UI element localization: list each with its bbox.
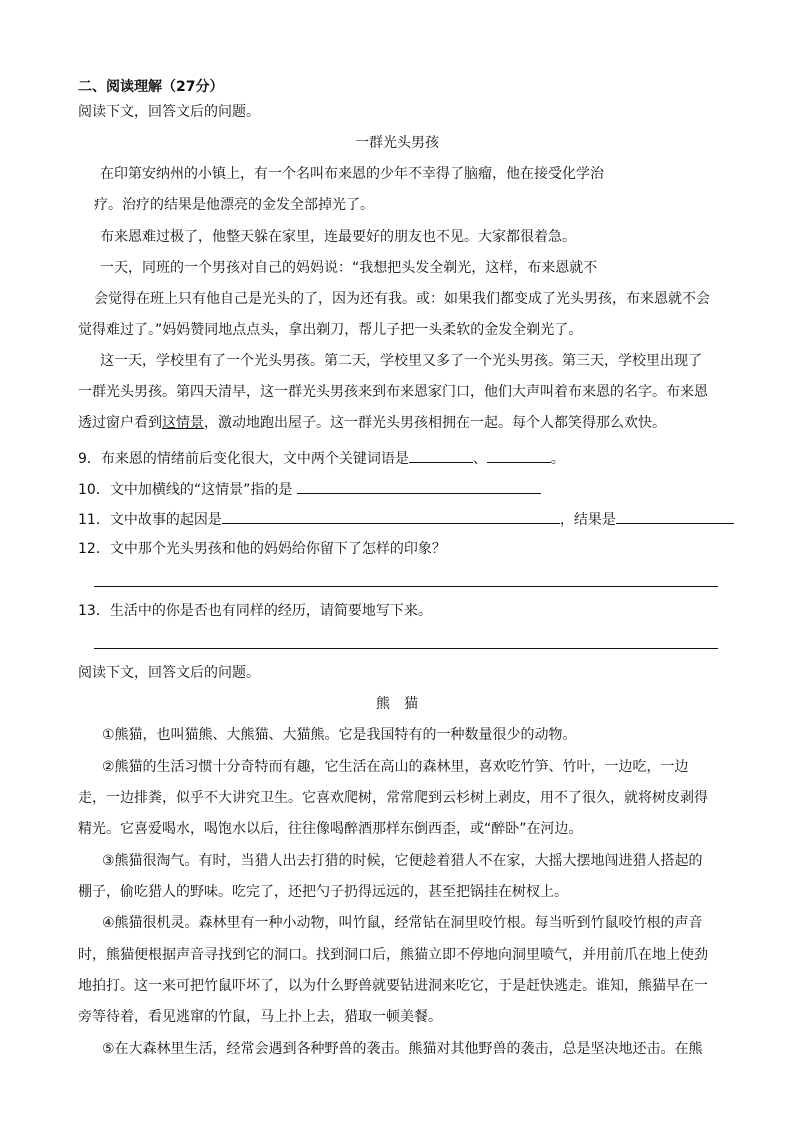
passage2-line: 时，熊猫便根据声音寻找到它的洞口。找到洞口后，熊猫立即不停地向洞里喷气，并用前爪在地上使劲 bbox=[78, 947, 708, 963]
passage2-line: ⑤在大森林里生活，经常会遇到各种野兽的袭击。熊猫对其他野兽的袭击，总是坚决地还击。在熊 bbox=[102, 1041, 703, 1057]
question-12: 12．文中那个光头男孩和他的妈妈给你留下了怎样的印象？ bbox=[78, 541, 446, 557]
passage2-line: 地拍打。这一来可把竹鼠吓坏了，以为什么野兽就要钻进洞来吃它，于是赶快逃走。谁知，熊猫早在一 bbox=[78, 978, 708, 994]
passage2-line: ③熊猫很淘气。有时，当猎人出去打猎的时候，它便趁着猎人不在家，大摇大摆地闯进猎人搭起的 bbox=[102, 853, 703, 869]
passage2-instruction: 阅读下文，回答文后的问题。 bbox=[78, 665, 260, 681]
passage1-line: 一天，同班的一个男孩对自己的妈妈说：“我想把头发全剃光，这样，布来恩就不 bbox=[100, 260, 598, 276]
passage2-line: 旁等待着，看见逃窜的竹鼠，马上扑上去，猎取一顿美餐。 bbox=[78, 1009, 442, 1025]
passage1-line: 在印第安纳州的小镇上，有一个名叫布来恩的少年不幸得了脑瘤，他在接受化学治 bbox=[100, 166, 604, 182]
period: 。 bbox=[550, 451, 565, 467]
passage1-line bbox=[78, 413, 666, 433]
passage1-line: 布来恩难过极了，他整天躲在家里，连最要好的朋友也不见。大家都很着急。 bbox=[100, 229, 576, 245]
passage2-line: ①熊猫，也叫猫熊、大熊猫、大猫熊。它是我国特有的一种数量很少的动物。 bbox=[102, 727, 577, 743]
question-9 bbox=[78, 447, 565, 469]
answer-line[interactable] bbox=[94, 586, 718, 587]
question-text: 9．布来恩的情绪前后变化很大，文中两个关键词语是 bbox=[78, 451, 409, 467]
passage1-line: 会觉得在班上只有他自己是光头的了，因为还有我。或：如果我们都变成了光头男孩，布来恩就不会 bbox=[94, 291, 710, 307]
underlined-phrase: 这情景 bbox=[162, 415, 204, 431]
passage1-line: 一群光头男孩。第四天清早，这一群光头男孩来到布来恩家门口，他们大声叫着布来恩的名字。布来恩 bbox=[78, 384, 708, 400]
passage1-line: 觉得难过了。”妈妈赞同地点点头，拿出剃刀，帮儿子把一头柔软的金发全剃光了。 bbox=[78, 322, 583, 338]
separator: 、 bbox=[472, 451, 487, 467]
passage1-line: 这一天，学校里有了一个光头男孩。第二天，学校里又多了一个光头男孩。第三天，学校里出现了 bbox=[100, 353, 702, 369]
line-text: 透过窗户看到 bbox=[78, 415, 162, 431]
passage1-line: 疗。治疗的结果是他漂亮的金发全部掉光了。 bbox=[94, 197, 374, 213]
question-13: 13．生活中的你是否也有同样的经历，请简要地写下来。 bbox=[78, 603, 432, 619]
passage1-title: 一群光头男孩 bbox=[355, 135, 439, 151]
answer-line[interactable] bbox=[94, 648, 718, 649]
answer-blank[interactable] bbox=[222, 508, 560, 524]
passage2-line: ④熊猫很机灵。森林里有一种小动物，叫竹鼠，经常钻在洞里咬竹根。每当听到竹鼠咬竹根的声音 bbox=[102, 915, 703, 931]
passage2-line: 走，一边排粪，似乎不大讲究卫生。它喜欢爬树，常常爬到云杉树上剥皮，用不了很久，就将树皮剥得 bbox=[78, 790, 708, 806]
passage2-title: 熊 猫 bbox=[376, 696, 418, 712]
answer-blank[interactable] bbox=[616, 508, 734, 524]
answer-blank[interactable] bbox=[409, 447, 473, 463]
line-text: ，激动地跑出屋子。这一群光头男孩相拥在一起。每个人都笑得那么欢快。 bbox=[204, 415, 666, 431]
question-text: 10．文中加横线的“这情景”指的是 bbox=[78, 482, 293, 498]
passage2-line: 精光。它喜爱喝水，喝饱水以后，往往像喝醉酒那样东倒西歪，或“醉卧”在河边。 bbox=[78, 821, 583, 837]
question-11 bbox=[78, 508, 734, 530]
answer-blank[interactable] bbox=[297, 478, 541, 494]
question-text: 11．文中故事的起因是 bbox=[78, 512, 222, 528]
question-10 bbox=[78, 478, 541, 500]
passage2-line: 棚子，偷吃猎人的野味。吃完了，还把勺子扔得远远的，甚至把锅挂在树杈上。 bbox=[78, 884, 568, 900]
answer-blank[interactable] bbox=[487, 447, 551, 463]
passage1-instruction: 阅读下文，回答文后的问题。 bbox=[78, 104, 260, 120]
section-title: 二、阅读理解（27分） bbox=[78, 79, 224, 95]
question-text: ，结果是 bbox=[559, 512, 616, 528]
passage2-line: ②熊猫的生活习惯十分奇特而有趣，它生活在高山的森林里，喜欢吃竹笋、竹叶，一边吃，一边 bbox=[102, 759, 689, 775]
